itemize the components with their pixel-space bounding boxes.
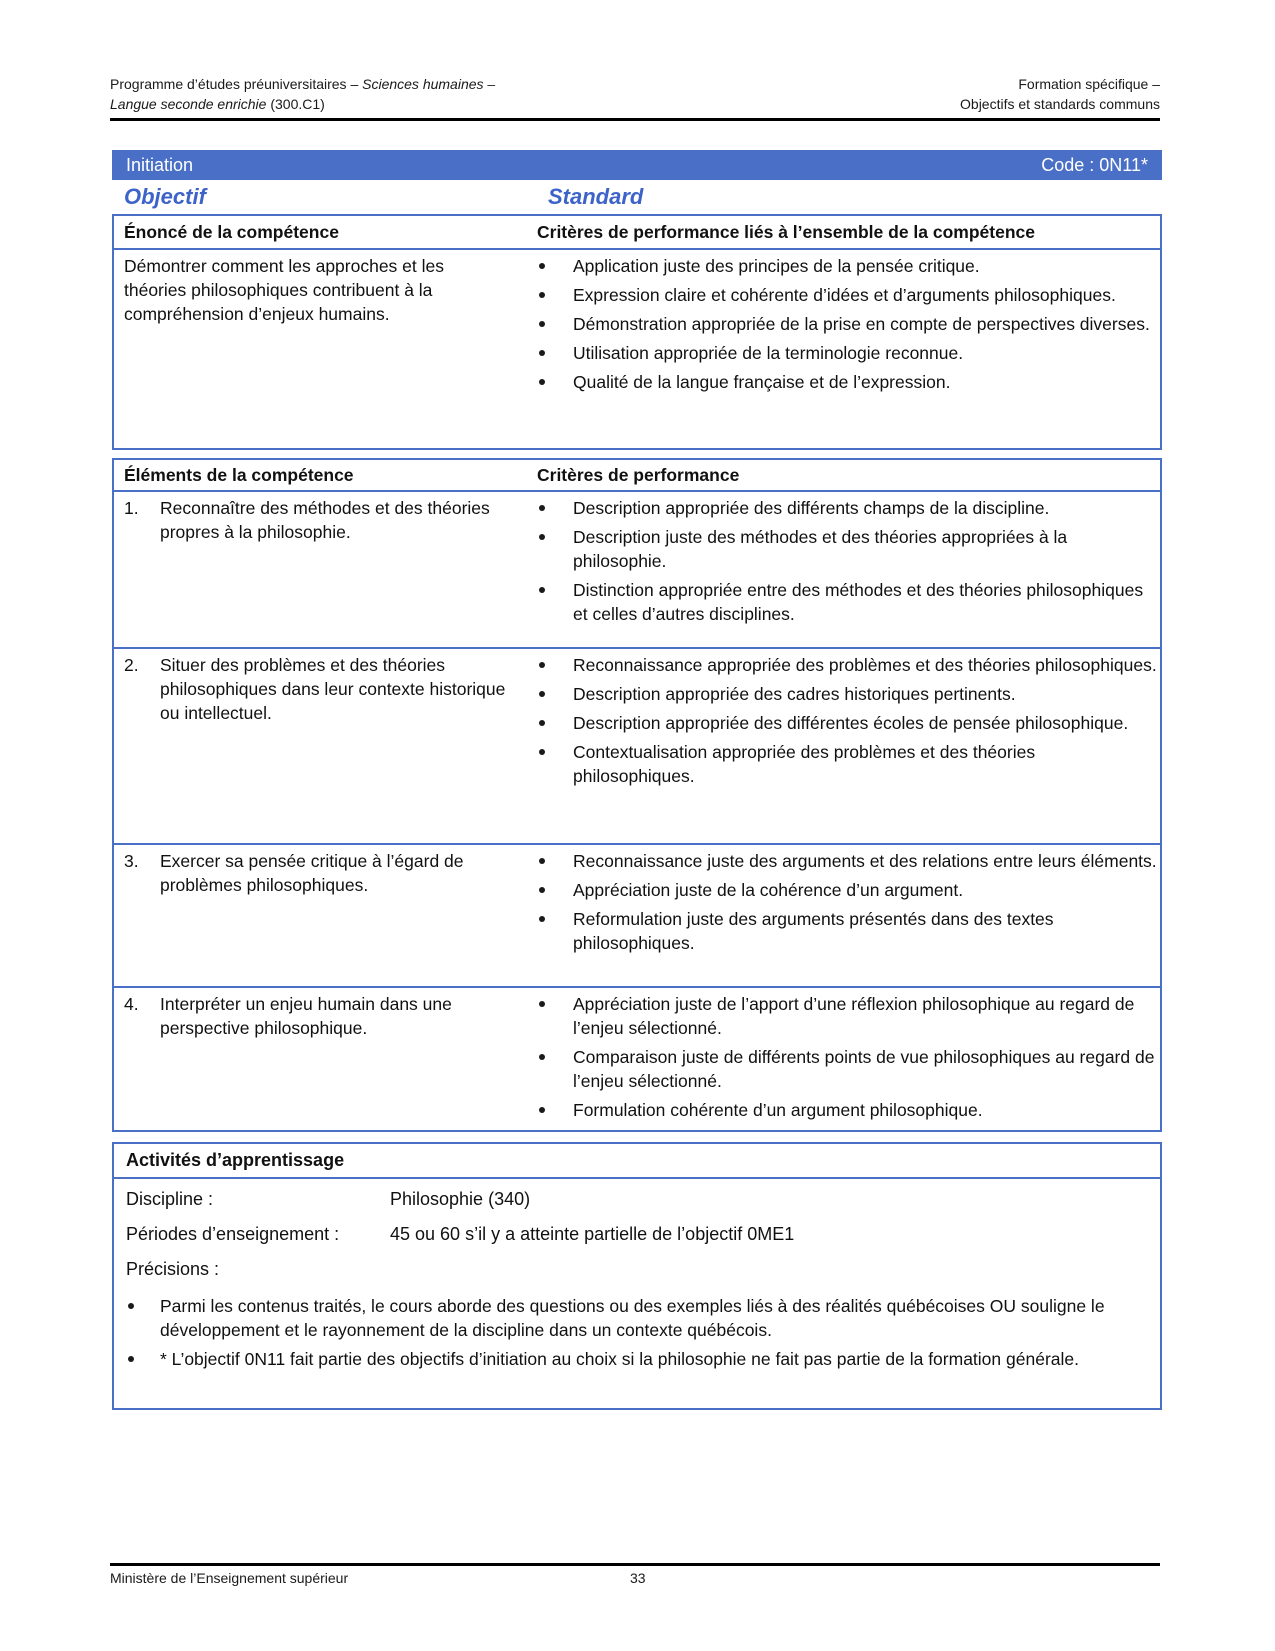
banner-title: Initiation [126, 154, 194, 175]
list-item: Parmi les contenus traités, le cours aborde des questions ou des exemples liés à des réalités québécoises OU souligne le développement et le rayonnement de la discipline dans un contexte québécois. [126, 1294, 1148, 1342]
table-row: 2. Situer des problèmes et des théories philosophiques dans leur contexte historique ou intellectuel. Reconnaissance appropriée des problèmes et des théories philosophiques. Description appropriée des cadres historiques pertinents. Description appropriée des différentes écoles de pensée philosophique. Contextualisation appropriée des problèmes et des théories philosophiques. [114, 649, 1160, 845]
list-item: Contextualisation appropriée des problèmes et des théories philosophiques. [537, 740, 1160, 788]
criteria-ensemble-header: Critères de performance liés à l’ensemble de la compétence [537, 221, 1035, 242]
elements-table [112, 458, 1162, 1132]
bullet-icon [539, 292, 545, 298]
precisions-list [114, 1294, 1160, 1371]
list-item: Reformulation juste des arguments présentés dans des textes philosophiques. [537, 907, 1160, 955]
bullet-icon [539, 1001, 545, 1007]
enonce-header-row [114, 216, 1160, 250]
bullet-icon [539, 858, 545, 864]
table-row: 3. Exercer sa pensée critique à l’égard de problèmes philosophiques. Reconnaissance juste des arguments et des relations entre leurs éléments. Appréciation juste de la cohérence d’un argument. Reformulation juste des arguments présentés dans des textes philosophiques. [114, 845, 1160, 988]
list-item: Expression claire et cohérente d’idées et d’arguments philosophiques. [537, 283, 1160, 307]
page-number: 33 [630, 1570, 646, 1586]
list-item: Qualité de la langue française et de l’expression. [537, 370, 1160, 394]
bullet-icon [539, 916, 545, 922]
list-item: Appréciation juste de la cohérence d’un argument. [537, 878, 1160, 902]
periodes-line [114, 1224, 1160, 1245]
list-item: Description appropriée des différents champs de la discipline. [537, 496, 1160, 520]
table-row: 4. Interpréter un enjeu humain dans une perspective philosophique. Appréciation juste de l’apport d’une réflexion philosophique au regard de l’enjeu sélectionné. Comparaison juste de différents points de vue philosophiques au regard de l’enjeu sélectionné. Formulation cohérente d’un argument philosophique. [114, 988, 1160, 1131]
header-language: Langue seconde enrichie (300.C1) [110, 96, 325, 112]
elements-header-row [114, 460, 1160, 492]
elements-header: Éléments de la compétence [124, 464, 354, 485]
criteria-list [537, 496, 1160, 626]
discipline-label: Discipline : [126, 1189, 214, 1209]
list-item: Description juste des méthodes et des théories appropriées à la philosophie. [537, 525, 1160, 573]
list-item: Démonstration appropriée de la prise en compte de perspectives diverses. [537, 312, 1160, 336]
bullet-icon [539, 505, 545, 511]
banner-code: Code : 0N11* [1041, 154, 1148, 175]
criteria-list [537, 992, 1160, 1122]
list-item: Distinction appropriée entre des méthodes et des théories philosophiques et celles d’autres disciplines. [537, 578, 1160, 626]
enonce-criteria-list [537, 254, 1160, 394]
activities-title: Activités d’apprentissage [114, 1144, 1160, 1179]
element-text: Situer des problèmes et des théories philosophiques dans leur contexte historique ou intellectuel. [160, 655, 506, 723]
activities-box [112, 1142, 1162, 1410]
page-footer [110, 1563, 1160, 1586]
bullet-icon [539, 379, 545, 385]
bullet-icon [539, 1054, 545, 1060]
bullet-icon [128, 1356, 134, 1362]
list-item: Description appropriée des différentes écoles de pensée philosophique. [537, 711, 1160, 735]
element-text: Reconnaître des méthodes et des théories propres à la philosophie. [160, 498, 490, 542]
element-text: Interpréter un enjeu humain dans une perspective philosophique. [160, 994, 452, 1038]
list-item: * L’objectif 0N11 fait partie des objectifs d’initiation au choix si la philosophie ne fait pas partie de la formation générale. [126, 1347, 1148, 1371]
page-header [110, 74, 1160, 121]
bullet-icon [539, 587, 545, 593]
list-item: Formulation cohérente d’un argument philosophique. [537, 1098, 1160, 1122]
bullet-icon [539, 1107, 545, 1113]
bullet-icon [539, 321, 545, 327]
list-item: Description appropriée des cadres historiques pertinents. [537, 682, 1160, 706]
criteria-list [537, 849, 1160, 955]
competence-statement: Démontrer comment les approches et les théories philosophiques contribuent à la compréhension d’enjeux humains. [124, 256, 444, 324]
table-row: 1. Reconnaître des méthodes et des théories propres à la philosophie. Description appropriée des différents champs de la discipline. Description juste des méthodes et des théories appropriées à la philosophie. Distinction appropriée entre des méthodes et des théories philosophiques et celles d’autres disciplines. [114, 492, 1160, 649]
criteria-header: Critères de performance [537, 464, 740, 485]
enonce-body-row [114, 250, 1160, 399]
bullet-icon [539, 263, 545, 269]
header-formation: Formation spécifique – [1018, 76, 1160, 92]
list-item: Application juste des principes de la pensée critique. [537, 254, 1160, 278]
element-text: Exercer sa pensée critique à l’égard de problèmes philosophiques. [160, 851, 464, 895]
list-item: Appréciation juste de l’apport d’une réflexion philosophique au regard de l’enjeu sélectionné. [537, 992, 1160, 1040]
bullet-icon [539, 720, 545, 726]
periodes-value: 45 ou 60 s’il y a atteinte partielle de l’objectif 0ME1 [390, 1224, 795, 1244]
precisions-label: Précisions : [126, 1259, 220, 1279]
enonce-table [112, 214, 1162, 450]
footer-ministry: Ministère de l’Enseignement supérieur [110, 1570, 349, 1586]
bullet-icon [539, 350, 545, 356]
bullet-icon [539, 749, 545, 755]
bullet-icon [539, 887, 545, 893]
bullet-icon [539, 534, 545, 540]
criteria-list [537, 653, 1160, 788]
list-item: Comparaison juste de différents points de vue philosophiques au regard de l’enjeu sélectionné. [537, 1045, 1160, 1093]
bullet-icon [539, 662, 545, 668]
precisions-line [114, 1259, 1160, 1280]
objectif-label: Objectif [124, 184, 206, 209]
enonce-header: Énoncé de la compétence [124, 221, 339, 242]
initiation-banner [112, 150, 1162, 180]
header-program: Programme d’études préuniversitaires – Sciences humaines – [110, 76, 496, 92]
bullet-icon [128, 1303, 134, 1309]
header-objectives: Objectifs et standards communs [960, 96, 1160, 112]
discipline-line [114, 1189, 1160, 1210]
list-item: Utilisation appropriée de la terminologie reconnue. [537, 341, 1160, 365]
bullet-icon [539, 691, 545, 697]
periodes-label: Périodes d’enseignement : [126, 1224, 340, 1244]
list-item: Reconnaissance juste des arguments et des relations entre leurs éléments. [537, 849, 1160, 873]
discipline-value: Philosophie (340) [390, 1189, 531, 1209]
list-item: Reconnaissance appropriée des problèmes et des théories philosophiques. [537, 653, 1160, 677]
standard-label: Standard [548, 184, 644, 209]
section-labels [124, 184, 1164, 214]
